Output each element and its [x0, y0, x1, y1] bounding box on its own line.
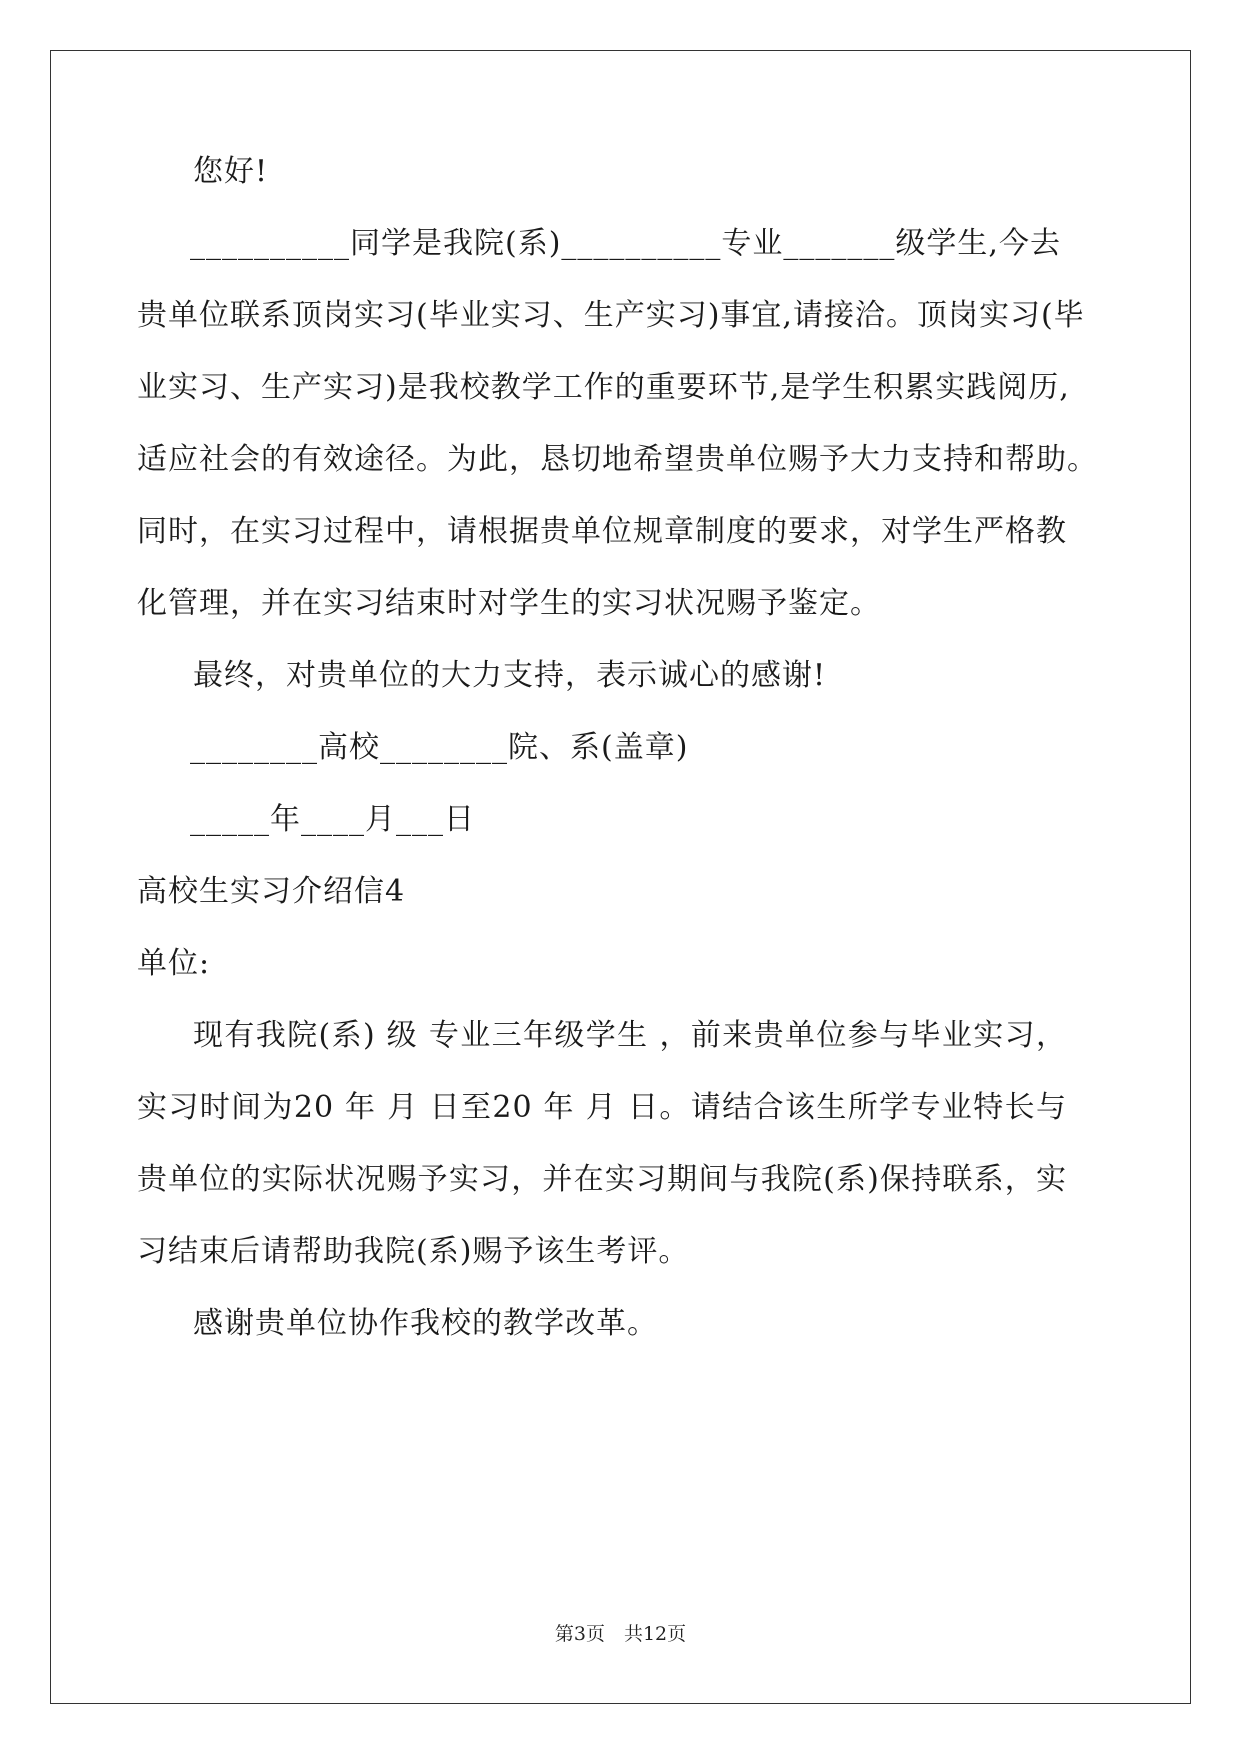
- thanks-line: 最终，对贵单位的大力支持，表示诚心的感谢!: [193, 658, 827, 693]
- date-line: _____年____月___日: [190, 802, 475, 837]
- student-info-line: __________同学是我院(系)__________专业_______级学生,今去: [190, 226, 1061, 261]
- body-line-4: 同时，在实习过程中，请根据贵单位规章制度的要求，对学生严格教: [137, 514, 1067, 549]
- page-number-footer: 第3页 共12页: [554, 1623, 687, 1645]
- signature-line: ________高校________院、系(盖章): [190, 730, 689, 765]
- recipient-line: 单位:: [137, 946, 211, 981]
- letter2-line-4: 习结束后请帮助我院(系)赐予该生考评。: [137, 1234, 690, 1269]
- body-line-5: 化管理，并在实习结束时对学生的实习状况赐予鉴定。: [137, 586, 881, 621]
- letter2-line-3: 贵单位的实际状况赐予实习，并在实习期间与我院(系)保持联系，实: [137, 1162, 1067, 1197]
- letter2-line-2: 实习时间为20 年 月 日至20 年 月 日。请结合该生所学专业特长与: [137, 1090, 1067, 1125]
- body-line-1: 贵单位联系顶岗实习(毕业实习、生产实习)事宜,请接洽。顶岗实习(毕: [137, 298, 1085, 333]
- section-heading: 高校生实习介绍信4: [137, 874, 406, 909]
- letter2-closing-line: 感谢贵单位协作我校的教学改革。: [193, 1306, 658, 1341]
- body-line-2: 业实习、生产实习)是我校教学工作的重要环节,是学生积累实践阅历,: [137, 370, 1070, 405]
- greeting-line: 您好!: [193, 154, 269, 189]
- body-line-3: 适应社会的有效途径。为此，恳切地希望贵单位赐予大力支持和帮助。: [137, 442, 1098, 477]
- letter2-line-1: 现有我院(系) 级 专业三年级学生 ，前来贵单位参与毕业实习，: [193, 1018, 1067, 1053]
